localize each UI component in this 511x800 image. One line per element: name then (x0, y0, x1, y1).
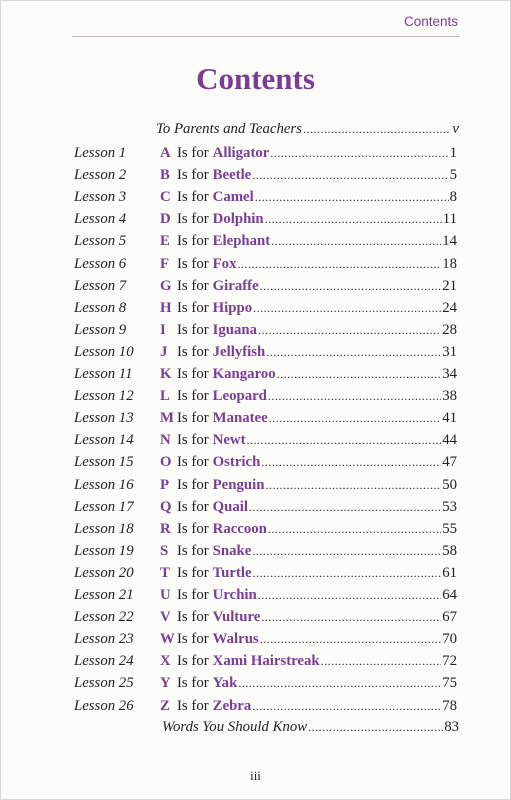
page-number: 67 (442, 609, 457, 626)
leader-dots (265, 474, 441, 496)
leader-dots (308, 716, 443, 738)
toc-lesson-row[interactable] (0, 407, 511, 429)
toc-entry (160, 253, 457, 275)
is-for-text: Is for (177, 609, 209, 626)
animal-name: Camel (212, 189, 254, 206)
toc-entry (160, 562, 457, 584)
lesson-letter: N (160, 432, 171, 449)
toc-entry (160, 208, 457, 230)
toc-entry (160, 164, 457, 186)
lesson-number: Lesson 22 (74, 609, 134, 626)
lesson-letter: Q (160, 498, 172, 515)
leader-dots (261, 606, 441, 628)
entry-title: To Parents and Teachers (156, 121, 302, 137)
toc-entry (160, 672, 457, 694)
leader-dots (253, 562, 442, 584)
is-for-text: Is for (177, 631, 209, 648)
page-number: 31 (442, 343, 457, 360)
page-number: 55 (442, 520, 457, 537)
toc-entry (160, 540, 457, 562)
lesson-letter: E (160, 233, 170, 250)
is-for-text: Is for (177, 476, 209, 493)
toc-entry (160, 142, 457, 164)
toc-entry (160, 275, 457, 297)
lesson-number: Lesson 23 (74, 631, 134, 648)
lesson-letter: L (160, 388, 170, 405)
toc-lesson-row[interactable] (0, 341, 511, 363)
animal-name: Walrus (212, 631, 259, 648)
toc-entry (160, 628, 457, 650)
leader-dots (303, 118, 451, 140)
toc-entry (160, 385, 457, 407)
leader-dots (260, 628, 442, 650)
leader-dots (247, 429, 442, 451)
lesson-letter: X (160, 653, 171, 670)
lesson-letter: O (160, 454, 172, 471)
toc-entry (160, 341, 457, 363)
toc-lesson-row[interactable] (0, 363, 511, 385)
is-for-text: Is for (177, 388, 209, 405)
toc-entry (160, 230, 457, 252)
toc-front-matter-row[interactable] (0, 118, 511, 140)
animal-name: Dolphin (212, 211, 264, 228)
page-number: 50 (442, 476, 457, 493)
lesson-letter: M (160, 410, 174, 427)
leader-dots (252, 695, 441, 717)
is-for-text: Is for (177, 233, 209, 250)
animal-name: Elephant (212, 233, 271, 250)
lesson-letter: W (160, 631, 175, 648)
leader-dots (321, 650, 442, 672)
animal-name: Jellyfish (212, 343, 266, 360)
lesson-letter: U (160, 587, 171, 603)
toc-entry (160, 407, 457, 429)
lesson-number: Lesson 16 (74, 476, 134, 493)
toc-lesson-row[interactable] (0, 429, 511, 451)
toc-lesson-row[interactable] (0, 385, 511, 407)
leader-dots (258, 319, 441, 341)
lesson-letter: Z (160, 697, 170, 714)
lesson-number: Lesson 20 (74, 564, 134, 581)
is-for-text: Is for (177, 343, 209, 360)
lesson-number: Lesson 24 (74, 653, 134, 670)
toc-lesson-row[interactable] (0, 186, 511, 208)
toc-entry (160, 186, 457, 208)
lesson-number: Lesson 26 (74, 697, 134, 714)
lesson-number: Lesson 12 (74, 388, 134, 405)
lesson-letter: C (160, 189, 171, 206)
toc-entry (160, 429, 457, 451)
animal-name: Fox (212, 255, 237, 272)
toc-lesson-row[interactable] (0, 319, 511, 341)
leader-dots (266, 341, 441, 363)
page-number: 24 (442, 299, 457, 316)
toc-entry (160, 363, 457, 385)
leader-dots (268, 518, 441, 540)
animal-name: Beetle (212, 167, 252, 184)
lesson-number: Lesson 14 (74, 432, 134, 449)
toc-lesson-row[interactable] (0, 208, 511, 230)
lesson-letter: J (160, 343, 168, 360)
lesson-letter: H (160, 299, 172, 316)
animal-name: Ostrich (212, 454, 261, 471)
lesson-letter: F (160, 255, 170, 272)
lesson-number: Lesson 2 (74, 167, 127, 184)
page-number: 83 (444, 719, 459, 735)
toc-entry (160, 584, 457, 606)
is-for-text: Is for (177, 167, 209, 184)
toc-lesson-row[interactable] (0, 562, 511, 584)
leader-dots (252, 540, 441, 562)
lesson-number: Lesson 3 (74, 189, 127, 206)
lesson-letter: R (160, 520, 171, 537)
lesson-number: Lesson 7 (74, 277, 127, 294)
lesson-number: Lesson 19 (74, 542, 134, 559)
is-for-text: Is for (177, 587, 209, 603)
toc-entry (160, 319, 457, 341)
is-for-text: Is for (177, 520, 209, 537)
header-rule (72, 36, 460, 37)
toc-entry (162, 716, 459, 738)
toc-entry (160, 451, 457, 473)
page-number: 18 (442, 255, 457, 272)
lesson-letter: T (160, 564, 170, 581)
is-for-text: Is for (177, 277, 209, 294)
animal-name: Hippo (212, 299, 253, 316)
animal-name: Zebra (212, 697, 252, 714)
running-head: Contents (403, 14, 458, 29)
lesson-letter: D (160, 211, 171, 228)
toc-lesson-row[interactable] (0, 496, 511, 518)
toc-entry (156, 118, 459, 140)
toc-lesson-row[interactable] (0, 606, 511, 628)
animal-name: Raccoon (212, 520, 267, 537)
toc-lesson-row[interactable] (0, 297, 511, 319)
is-for-text: Is for (177, 498, 209, 515)
is-for-text: Is for (177, 255, 209, 272)
animal-name: Newt (212, 432, 246, 449)
lesson-letter: B (160, 167, 170, 184)
toc-lesson-row[interactable] (0, 451, 511, 473)
lesson-number: Lesson 4 (74, 211, 127, 228)
lesson-number: Lesson 6 (74, 255, 127, 272)
leader-dots (261, 451, 441, 473)
is-for-text: Is for (177, 564, 209, 581)
lesson-number: Lesson 15 (74, 454, 134, 471)
page-number: 47 (442, 454, 457, 471)
page-number: 58 (442, 542, 457, 559)
is-for-text: Is for (177, 145, 209, 161)
leader-dots (268, 385, 441, 407)
toc-entry (160, 650, 457, 672)
toc-back-matter-row[interactable] (0, 716, 511, 738)
lesson-number: Lesson 5 (74, 233, 127, 250)
animal-name: Quail (212, 498, 248, 515)
lesson-letter: Y (160, 675, 171, 692)
toc-entry (160, 297, 457, 319)
is-for-text: Is for (177, 675, 209, 692)
leader-dots (260, 275, 442, 297)
lesson-letter: I (160, 321, 166, 338)
toc-lesson-row[interactable] (0, 584, 511, 606)
leader-dots (265, 208, 442, 230)
lesson-number: Lesson 8 (74, 299, 127, 316)
page-number: 14 (442, 233, 457, 250)
lesson-number: Lesson 11 (74, 366, 133, 382)
page-number: 34 (442, 366, 457, 382)
entry-title: Words You Should Know (162, 719, 308, 735)
toc-entry (160, 695, 457, 717)
page-number: 64 (442, 587, 457, 603)
leader-dots (271, 230, 441, 252)
page-number: 28 (442, 321, 457, 338)
animal-name: Penguin (212, 476, 265, 493)
page-number: 53 (442, 498, 457, 515)
animal-name: Xami Hairstreak (212, 653, 320, 670)
is-for-text: Is for (177, 366, 209, 382)
page-number: 1 (449, 145, 457, 161)
toc-entry (160, 606, 457, 628)
leader-dots (249, 496, 441, 518)
lesson-number: Lesson 10 (74, 343, 134, 360)
animal-name: Urchin (212, 587, 257, 603)
lesson-number: Lesson 21 (74, 587, 134, 603)
toc-lesson-row[interactable] (0, 672, 511, 694)
is-for-text: Is for (177, 653, 209, 670)
page-number: 41 (442, 410, 457, 427)
leader-dots (253, 297, 441, 319)
page-number: 5 (449, 167, 457, 184)
animal-name: Kangaroo (212, 366, 276, 382)
is-for-text: Is for (177, 432, 209, 449)
toc-lesson-row[interactable] (0, 164, 511, 186)
lesson-letter: V (160, 609, 171, 626)
page-number: v (452, 121, 459, 137)
leader-dots (238, 672, 441, 694)
lesson-letter: P (160, 476, 170, 493)
page-number: 8 (449, 189, 457, 206)
toc-lesson-row[interactable] (0, 253, 511, 275)
page-number: 44 (442, 432, 457, 449)
animal-name: Snake (212, 542, 252, 559)
page-number: 61 (442, 564, 457, 581)
toc-lesson-row[interactable] (0, 695, 511, 717)
animal-name: Giraffe (212, 277, 259, 294)
lesson-number: Lesson 25 (74, 675, 134, 692)
leader-dots (255, 186, 449, 208)
page-number: 38 (442, 388, 457, 405)
leader-dots (237, 253, 441, 275)
is-for-text: Is for (177, 410, 209, 427)
page-number: 72 (442, 653, 457, 670)
toc-entry (160, 496, 457, 518)
animal-name: Yak (212, 675, 238, 692)
toc-lesson-row[interactable] (0, 628, 511, 650)
page-number: 70 (442, 631, 457, 648)
lesson-letter: G (160, 277, 172, 294)
is-for-text: Is for (177, 697, 209, 714)
toc-lesson-row[interactable] (0, 650, 511, 672)
page-number: 11 (442, 211, 457, 228)
leader-dots (252, 164, 448, 186)
is-for-text: Is for (177, 189, 209, 206)
leader-dots (270, 142, 448, 164)
leader-dots (277, 363, 442, 385)
is-for-text: Is for (177, 542, 209, 559)
toc-lesson-row[interactable] (0, 474, 511, 496)
lesson-number: Lesson 17 (74, 498, 134, 515)
lesson-letter: S (160, 542, 169, 559)
is-for-text: Is for (177, 321, 209, 338)
page-title: Contents (196, 61, 315, 96)
toc-lesson-row[interactable] (0, 540, 511, 562)
lesson-number: Lesson 9 (74, 321, 127, 338)
toc-entry (160, 474, 457, 496)
lesson-number: Lesson 18 (74, 520, 134, 537)
animal-name: Vulture (212, 609, 261, 626)
lesson-number: Lesson 13 (74, 410, 134, 427)
leader-dots (269, 407, 442, 429)
page-number: 21 (442, 277, 457, 294)
lesson-letter: K (160, 366, 172, 382)
toc-lesson-row[interactable] (0, 142, 511, 164)
toc-lesson-row[interactable] (0, 230, 511, 252)
leader-dots (258, 584, 441, 606)
toc-lesson-row[interactable] (0, 518, 511, 540)
page-number: 78 (442, 697, 457, 714)
animal-name: Alligator (212, 145, 270, 161)
page-folio: iii (250, 768, 261, 783)
animal-name: Manatee (212, 410, 268, 427)
animal-name: Iguana (212, 321, 258, 338)
page-number: 75 (442, 675, 457, 692)
animal-name: Leopard (212, 388, 267, 405)
lesson-letter: A (160, 145, 171, 161)
lesson-number: Lesson 1 (74, 145, 127, 161)
toc-entry (160, 518, 457, 540)
is-for-text: Is for (177, 299, 209, 316)
is-for-text: Is for (177, 454, 209, 471)
animal-name: Turtle (212, 564, 252, 581)
is-for-text: Is for (177, 211, 209, 228)
toc-lesson-row[interactable] (0, 275, 511, 297)
